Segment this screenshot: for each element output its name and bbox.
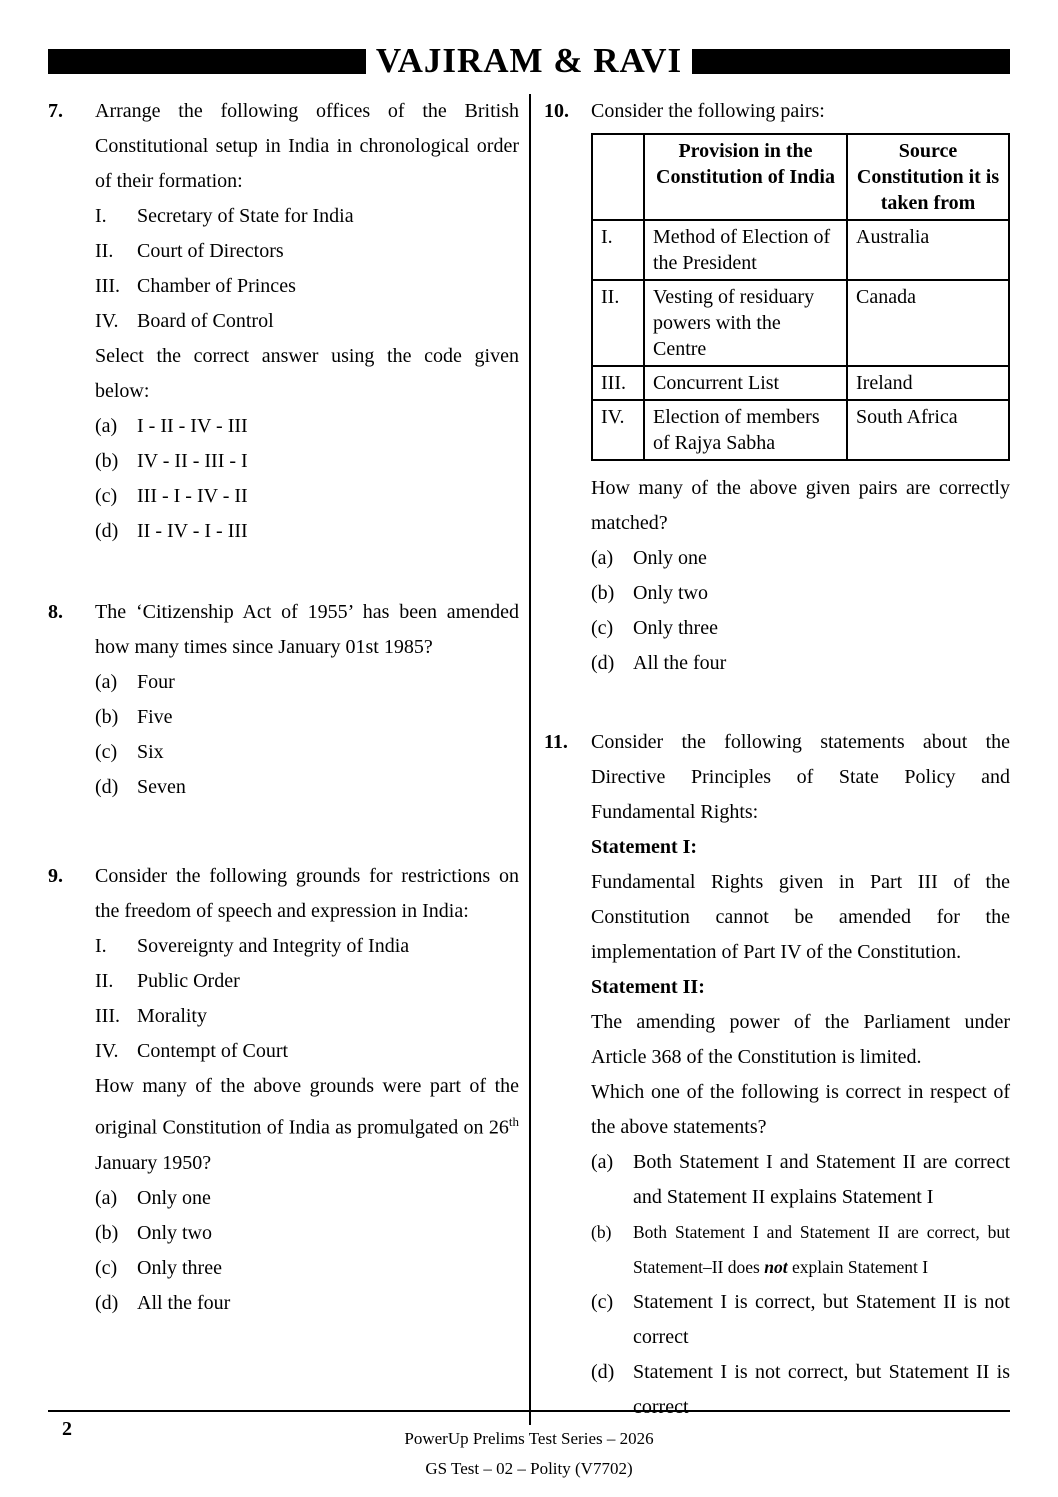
option-text: Only one (633, 547, 707, 569)
footer-divider (48, 1410, 1010, 1412)
option-text: Statement I is not correct, but Statement II is correct (633, 1361, 1010, 1418)
instruction-text: How many of the above grounds were part of the original Constitution of India as promulgated on 26 (95, 1075, 519, 1139)
option-text: Only two (633, 582, 708, 604)
two-column-body (48, 94, 1010, 1425)
question-11 (544, 725, 1010, 1425)
table-header-source: Source Constitution it is taken from (847, 134, 1009, 220)
option-label: (d) (591, 1361, 615, 1383)
answer-option (591, 541, 1010, 576)
table-header-provision: Provision in the Constitution of India (644, 134, 847, 220)
option-label: (b) (95, 450, 119, 472)
option-label: (a) (591, 547, 614, 569)
table-cell-num: IV. (592, 400, 644, 460)
answer-option (95, 1216, 519, 1251)
option-text-part: explain Statement I (787, 1257, 929, 1277)
list-item-label: I. (95, 935, 107, 957)
question-number: 7. (48, 100, 63, 122)
answer-option (95, 479, 519, 514)
question-number: 9. (48, 865, 63, 887)
option-label: (c) (591, 1291, 614, 1313)
option-text: Only two (137, 1221, 212, 1244)
list-item (95, 199, 519, 234)
table-cell-source: Canada (847, 280, 1009, 366)
list-item-text: Court of Directors (137, 240, 284, 262)
ordinal-superscript: th (508, 1114, 519, 1129)
list-item-label: III. (95, 275, 120, 297)
table-cell-provision: Concurrent List (644, 366, 847, 400)
option-text: Four (137, 671, 175, 693)
option-label: (c) (95, 741, 118, 763)
option-text (633, 1215, 1010, 1285)
option-label: (d) (95, 520, 119, 542)
page-number: 2 (62, 1418, 72, 1440)
option-label: (b) (95, 1221, 119, 1244)
table-cell-num: II. (592, 280, 644, 366)
pairs-table (591, 133, 1010, 461)
question-8 (48, 595, 519, 805)
statement-2-heading: Statement II: (591, 976, 705, 998)
table-cell-num: I. (592, 220, 644, 280)
answer-option (95, 770, 519, 805)
answer-option (95, 1181, 519, 1216)
option-label: (c) (591, 617, 614, 639)
question-instruction: How many of the above given pairs are correctly matched? (591, 477, 1010, 534)
question-9 (48, 859, 519, 1321)
option-text: III - I - IV - II (137, 485, 248, 507)
list-item (95, 234, 519, 269)
list-item-text: Sovereignty and Integrity of India (137, 935, 410, 957)
list-item-label: III. (95, 1005, 120, 1027)
answer-option (95, 514, 519, 549)
option-label: (c) (95, 1256, 118, 1279)
answer-option (95, 735, 519, 770)
list-item (95, 269, 519, 304)
list-item-label: II. (95, 240, 114, 262)
answer-option (95, 665, 519, 700)
option-label: (a) (95, 1186, 118, 1209)
list-item (95, 304, 519, 339)
table-cell-source: Ireland (847, 366, 1009, 400)
option-label: (c) (95, 485, 118, 507)
answer-option (95, 409, 519, 444)
option-text: Both Statement I and Statement II are correct and Statement II explains Statement I (633, 1151, 1010, 1208)
answer-option (591, 646, 1010, 681)
answer-option (591, 1215, 1010, 1285)
question-instruction: Which one of the following is correct in respect of the above statements? (591, 1081, 1010, 1138)
table-cell-provision: Vesting of residuary powers with the Centre (644, 280, 847, 366)
table-cell-source: Australia (847, 220, 1009, 280)
option-label: (b) (591, 582, 615, 604)
question-instruction: Select the correct answer using the code given below: (95, 345, 519, 402)
right-column (531, 94, 1010, 1425)
question-10 (544, 94, 1010, 681)
answer-option (591, 611, 1010, 646)
option-text: I - II - IV - III (137, 415, 248, 437)
list-item-text: Morality (137, 1005, 207, 1027)
footer-series-title: PowerUp Prelims Test Series – 2026 (404, 1429, 654, 1448)
option-label: (b) (95, 706, 119, 728)
option-text-part: Both Statement I and Statement II are correct, but Statement–II does (633, 1222, 1010, 1277)
answer-option (591, 1145, 1010, 1215)
header (48, 41, 1010, 80)
question-number: 10. (544, 100, 569, 122)
list-item (95, 964, 519, 999)
table-row (592, 400, 1009, 460)
option-text: Five (137, 706, 173, 728)
option-label: (d) (95, 1291, 119, 1314)
list-item-label: IV. (95, 1040, 119, 1062)
option-label: (a) (591, 1151, 614, 1173)
answer-option (591, 1355, 1010, 1425)
footer (0, 1424, 1058, 1484)
question-stem: Consider the following pairs: (591, 100, 825, 122)
table-header-blank (592, 134, 644, 220)
list-item-text: Secretary of State for India (137, 205, 354, 227)
list-item-label: IV. (95, 310, 119, 332)
statement-1-text: Fundamental Rights given in Part III of the Constitution cannot be amended for the implementation of Part IV of the Constitution. (591, 871, 1010, 963)
option-label: (a) (95, 415, 118, 437)
option-text: IV - II - III - I (137, 450, 248, 472)
option-text-emphasis: not (764, 1257, 788, 1277)
page-title: VAJIRAM & RAVI (375, 41, 683, 80)
answer-option (591, 1285, 1010, 1355)
option-text: Only three (633, 617, 718, 639)
question-stem: Arrange the following offices of the British Constitutional setup in India in chronological order of their formation: (95, 100, 519, 192)
table-cell-source: South Africa (847, 400, 1009, 460)
option-label: (a) (95, 671, 118, 693)
option-text: Only one (137, 1186, 211, 1209)
list-item-label: I. (95, 205, 107, 227)
answer-option (591, 576, 1010, 611)
table-header-row (592, 134, 1009, 220)
answer-option (95, 1251, 519, 1286)
table-cell-provision: Method of Election of the President (644, 220, 847, 280)
table-row (592, 220, 1009, 280)
left-column (48, 94, 529, 1425)
answer-option (95, 1286, 519, 1321)
question-stem: Consider the following statements about the Directive Principles of State Policy and Fundamental Rights: (591, 731, 1010, 823)
answer-option (95, 700, 519, 735)
question-body (591, 725, 1010, 1425)
table-row (592, 280, 1009, 366)
list-item-text: Board of Control (137, 310, 274, 332)
question-stem: The ‘Citizenship Act of 1955’ has been amended how many times since January 01st 1985? (95, 601, 519, 658)
list-item-text: Public Order (137, 970, 240, 992)
answer-option (95, 444, 519, 479)
list-item (95, 1034, 519, 1069)
question-instruction (95, 1069, 519, 1181)
list-item-label: II. (95, 970, 114, 992)
list-item (95, 929, 519, 964)
question-body (95, 595, 519, 805)
option-text: Only three (137, 1256, 222, 1279)
statement-1-heading: Statement I: (591, 836, 698, 858)
question-7 (48, 94, 519, 549)
table-cell-provision: Election of members of Rajya Sabha (644, 400, 847, 460)
instruction-text: January 1950? (95, 1151, 212, 1174)
option-text: All the four (137, 1291, 231, 1314)
option-text: Statement I is correct, but Statement II is not correct (633, 1291, 1010, 1348)
table-row (592, 366, 1009, 400)
option-text: Seven (137, 776, 186, 798)
option-text: II - IV - I - III (137, 520, 248, 542)
option-label: (d) (95, 776, 119, 798)
option-label: (d) (591, 652, 615, 674)
list-item (95, 999, 519, 1034)
question-number: 8. (48, 601, 63, 623)
list-item-text: Contempt of Court (137, 1040, 289, 1062)
option-text: All the four (633, 652, 727, 674)
header-bar-right (692, 49, 1010, 74)
question-stem: Consider the following grounds for restrictions on the freedom of speech and expression in India: (95, 865, 519, 922)
question-body (95, 859, 519, 1321)
header-bar-left (48, 49, 366, 74)
list-item-text: Chamber of Princes (137, 275, 296, 297)
statement-2-text: The amending power of the Parliament under Article 368 of the Constitution is limited. (591, 1011, 1010, 1068)
option-text: Six (137, 741, 164, 763)
question-number: 11. (544, 731, 568, 753)
question-body (95, 94, 519, 549)
option-label: (b) (591, 1222, 612, 1242)
table-cell-num: III. (592, 366, 644, 400)
footer-test-title: GS Test – 02 – Polity (V7702) (425, 1459, 633, 1478)
question-body (591, 94, 1010, 681)
